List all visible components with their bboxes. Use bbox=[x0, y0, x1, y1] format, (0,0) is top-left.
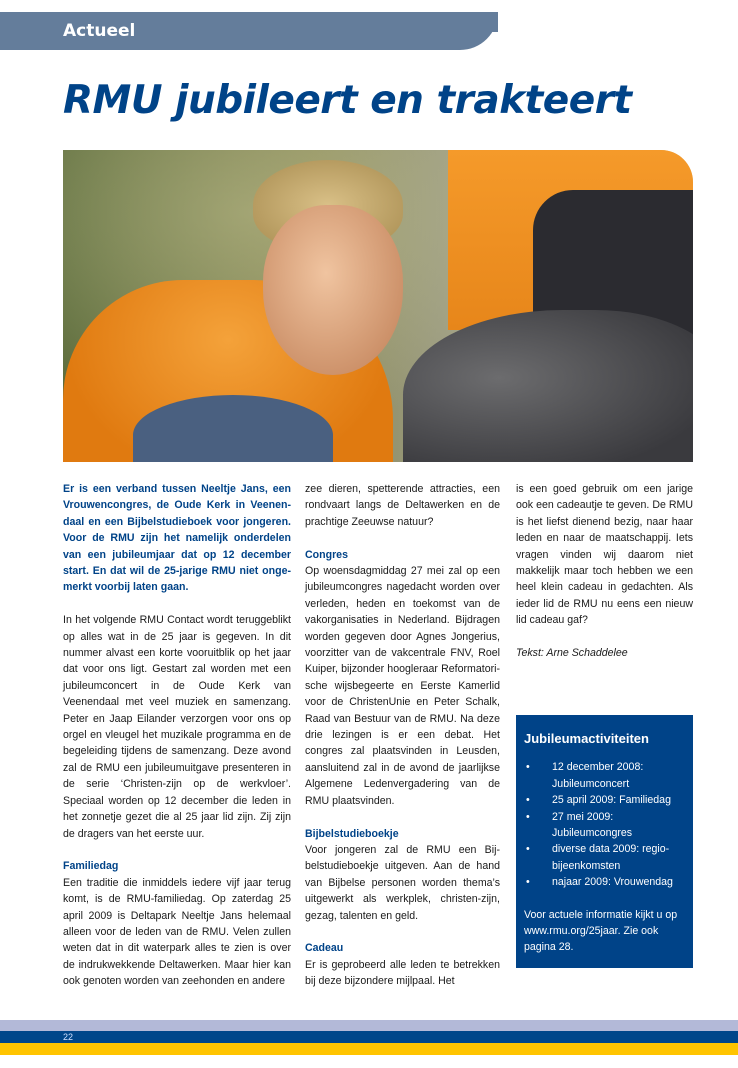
article-photo bbox=[63, 150, 693, 462]
congres-text: Op woensdagmiddag 27 mei zal op een jubileumcongres nagedacht worden over verleden, heden en toekomst van de vakorganisaties in Nederland. Bijdragen worden gegeven door Agnes Jongerius, voorzitter van de vakcentrale FNV, Roel Kuiper, bijzonder hoogleraar Reformatorische wijsbegeerte en Eerste Kamerlid voor de ChristenUnie en Peter Schalk, Raad van Bestuur van de RMU. Na deze drie lezingen is er een debat. Het congres zal plaatsvinden in Leusden, aansluitend zal in de avond de jaarlijkse Algemene Ledenvergadering van de RMU plaatsvinden. bbox=[305, 565, 500, 807]
heading-bijbelstudieboekje: Bijbelstudieboekje bbox=[305, 827, 399, 840]
list-item: • najaar 2009: Vrouwendag bbox=[524, 874, 685, 890]
section-label: Actueel bbox=[63, 21, 136, 41]
intro-paragraph: In het volgende RMU Contact wordt teruggeblikt op alles wat in de 25 jaar is gegeven. In dit nummer alvast een korte vooruitblik op het jaar dat voor ons ligt. Gestart zal worden met een jubileumconcert in de Oude Kerk van Veenendaal met veel muziek en samenzang. Peter en Jaap Eilander verzorgen voor ons op orgel en vleugel het muzikale programma en de begeleiding tijdens de samenzang. Deze avond zal de RMU een jubileumuitgave presenteren in de serie ‘Christen-zijn op de werkvloer’. Speciaal worden op 12 december die leden in het zonnetje gezet die al 25 jaar lid zijn. Zij zijn de dragers van het eerste uur. bbox=[63, 614, 291, 840]
box-footer: Voor actuele informatie kijkt u op www.rmu.org/25jaar. Zie ook pagina 28. bbox=[524, 908, 678, 954]
lead-paragraph: Er is een verband tussen Neeltje Jans, een Vrouwencongres, de Oude Kerk in Veenendaal en een Bijbelstudieboek voor jongeren. Voor de RMU zijn het namelijk onderdelen van een jubileumjaar dat op 12 december start. En dat wil de 25-jarige RMU niet ongemerkt voorbij laten gaan. bbox=[63, 483, 291, 594]
page-number: 22 bbox=[63, 1032, 74, 1042]
cadeau-text-continued: is een goed gebruik om een jarige ook een cadeautje te geven. De RMU is het liefst dienend bezig, naar haar leden en naar de maatschappij. Iets vragen vinden wij daarom niet makkelijk maar toch hebben we een heel klein cadeau in gedachten. Als ieder lid de RMU nu eens een nieuw lid cadeau gaf? bbox=[516, 483, 693, 627]
list-item: • diverse data 2009: regiobijeenkomsten bbox=[524, 841, 685, 874]
list-item: • 27 mei 2009: Jubileumcongres bbox=[524, 809, 685, 842]
familiedag-text: Een traditie die inmiddels iedere vijf jaar terug komt, is de RMU-familiedag. Op zaterdag 25 april 2009 is Deltapark Neeltje Jans helemaal alleen voor de leden van de RMU. Velen zullen weten dat in dit waterpark alles te zien is over de indrukwekkende Deltawerken. Maar hier kan ook genoten worden van zeehonden en andere bbox=[63, 876, 291, 988]
heading-cadeau: Cadeau bbox=[305, 942, 344, 955]
author-credit: Tekst: Arne Schaddelee bbox=[516, 647, 628, 660]
heading-familiedag: Familiedag bbox=[63, 860, 119, 873]
footer-stripe-blue bbox=[0, 1031, 738, 1043]
cadeau-text: Er is geprobeerd alle leden te betrekken bij deze bijzondere mijlpaal. Het bbox=[305, 958, 500, 988]
familiedag-text-continued: zee dieren, spetterende attracties, een rondvaart langs de Deltawerken en de prachtige Zeeuwse natuur? bbox=[305, 483, 500, 528]
list-item: • 12 december 2008: Jubileumconcert bbox=[524, 759, 685, 792]
box-title: Jubileumactiviteiten bbox=[524, 731, 649, 746]
jubilee-activities-box bbox=[516, 715, 693, 968]
column-3 bbox=[516, 481, 693, 678]
activities-list bbox=[524, 759, 685, 890]
heading-congres: Congres bbox=[305, 548, 348, 561]
article-title: RMU jubileert en trakteert bbox=[63, 78, 632, 123]
column-2 bbox=[305, 481, 500, 1006]
column-1 bbox=[63, 481, 291, 1006]
list-item: • 25 april 2009: Familiedag bbox=[524, 792, 685, 808]
footer-stripe-light bbox=[0, 1020, 738, 1031]
footer-stripe-yellow bbox=[0, 1043, 738, 1055]
bijbelstudieboekje-text: Voor jongeren zal de RMU een Bijbelstudieboekje uitgeven. Aan de hand van Bijbelse personen worden thema’s uitgewerkt als werkplek, christen-zijn, gezag, talenten en geld. bbox=[305, 843, 500, 922]
